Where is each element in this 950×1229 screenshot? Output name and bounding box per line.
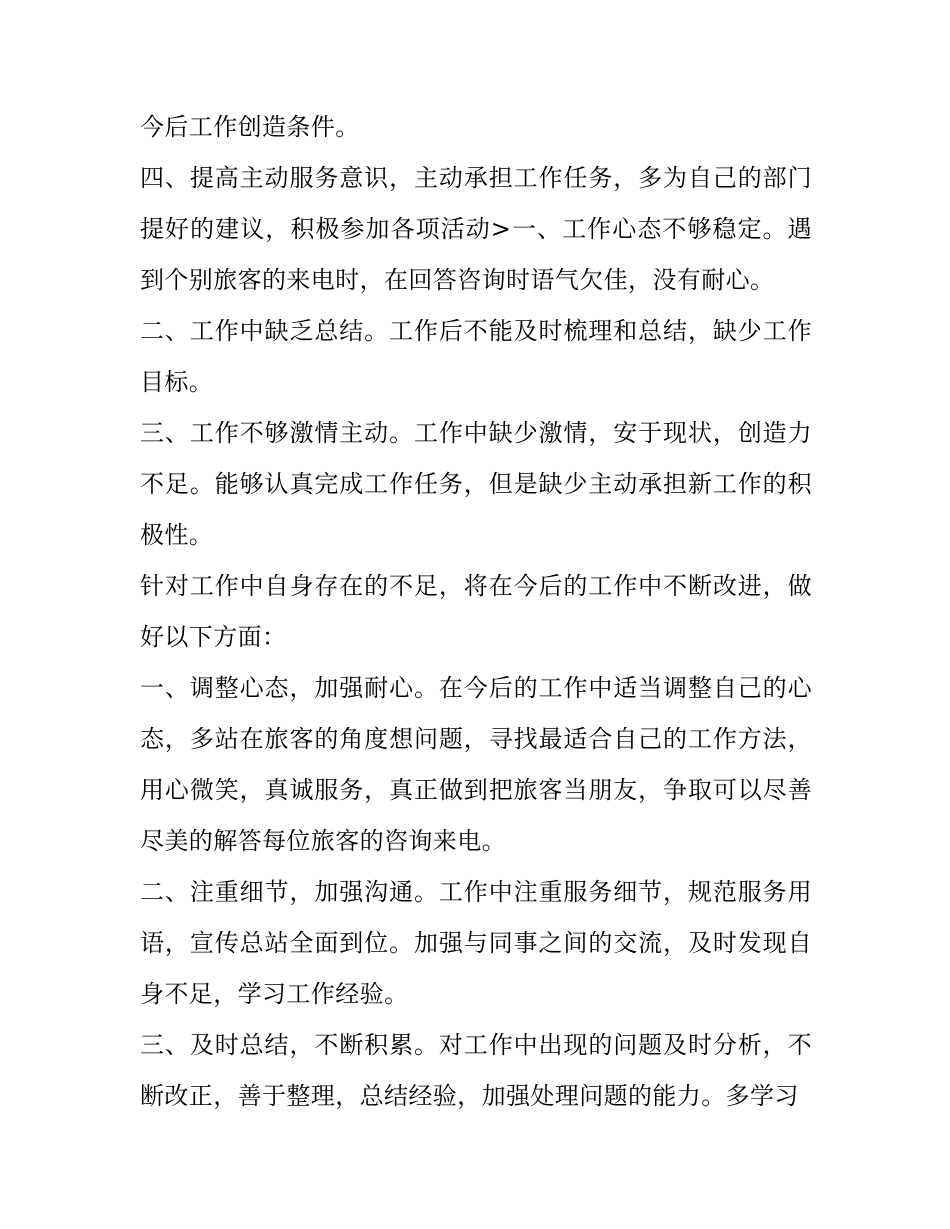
- paragraph-4: 三、工作不够激情主动。工作中缺少激情，安于现状，创造力不足。能够认真完成工作任务，但是缺少主动承担新工作的积极性。: [140, 419, 812, 549]
- paragraph-5: 针对工作中自身存在的不足，将在今后的工作中不断改进，做好以下方面：: [140, 572, 812, 651]
- document-body: [140, 102, 812, 1122]
- paragraph-7: 二、注重细节，加强沟通。工作中注重服务细节，规范服务用语，宣传总站全面到位。加强与同事之间的交流，及时发现自身不足，学习工作经验。: [140, 878, 812, 1008]
- paragraph-2: 四、提高主动服务意识，主动承担工作任务，多为自己的部门提好的建议，积极参加各项活动>一、工作心态不够稳定。遇到个别旅客的来电时，在回答咨询时语气欠佳，没有耐心。: [140, 164, 812, 294]
- paragraph-3: 二、工作中缺乏总结。工作后不能及时梳理和总结，缺少工作目标。: [140, 317, 812, 396]
- paragraph-6: 一、调整心态，加强耐心。在今后的工作中适当调整自己的心态，多站在旅客的角度想问题，寻找最适合自己的工作方法，用心微笑，真诚服务，真正做到把旅客当朋友，争取可以尽善尽美的解答每位旅客的咨询来电。: [140, 674, 812, 855]
- paragraph-1: 今后工作创造条件。: [140, 113, 360, 141]
- paragraph-8: 三、及时总结，不断积累。对工作中出现的问题及时分析，不断改正，善于整理，总结经验，加强处理问题的能力。多学习: [140, 1031, 812, 1110]
